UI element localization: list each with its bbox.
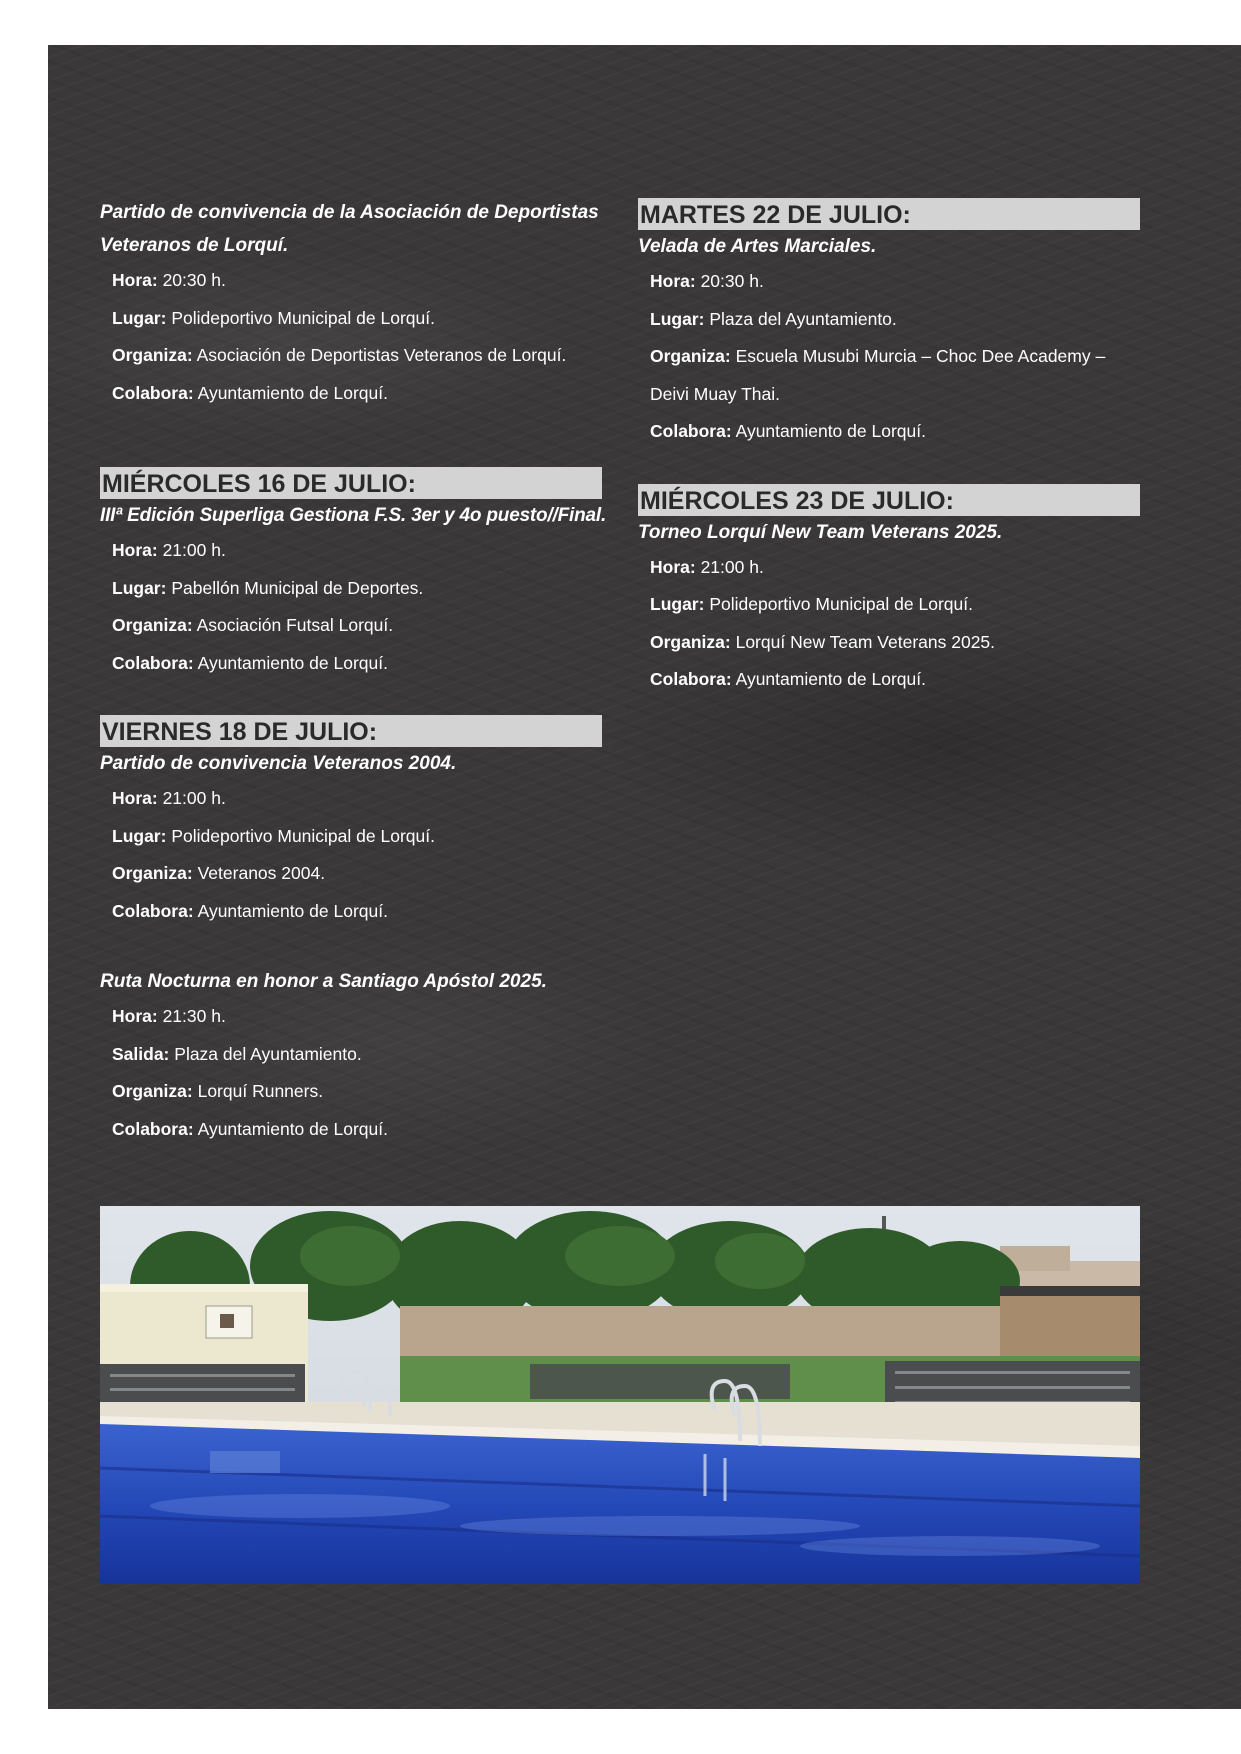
event-details — [650, 549, 1140, 699]
event-title: Ruta Nocturna en honor a Santiago Apóstol 2025. — [100, 971, 547, 992]
label-lugar: Lugar: — [650, 594, 705, 614]
detail-lugar — [112, 570, 602, 608]
detail-hora — [112, 780, 602, 818]
detail-hora — [650, 549, 1140, 587]
value-colabora: Ayuntamiento de Lorquí. — [197, 1118, 388, 1139]
day-header-miercoles-16: MIÉRCOLES 16 DE JULIO: — [100, 467, 602, 499]
event-details — [112, 262, 602, 412]
value-organiza: Asociación de Deportistas Veteranos de Lorquí. — [196, 345, 567, 365]
value-organiza: Escuela Musubi Murcia – Choc Dee Academy – Deivi Muay Thai. — [650, 346, 1106, 404]
label-organiza: Organiza: — [650, 631, 731, 652]
value-colabora: Ayuntamiento de Lorquí. — [735, 421, 926, 441]
label-hora: Hora: — [112, 788, 158, 808]
label-organiza: Organiza: — [650, 346, 731, 366]
label-colabora: Colabora: — [112, 1118, 194, 1139]
label-hora: Hora: — [650, 271, 696, 291]
value-hora: 21:00 h. — [162, 540, 226, 560]
event-title: Velada de Artes Marciales. — [638, 236, 877, 257]
day-header-martes-22: MARTES 22 DE JULIO: — [638, 198, 1140, 230]
detail-colabora — [650, 413, 1140, 451]
label-hora: Hora: — [112, 540, 158, 560]
detail-organiza — [650, 624, 1140, 662]
lifeguard-chair-seat — [220, 1314, 234, 1328]
swimming-pool-photo — [100, 1206, 1140, 1584]
value-hora: 21:00 h. — [162, 788, 226, 808]
value-hora: 21:00 h. — [700, 556, 764, 577]
detail-hora — [112, 998, 602, 1036]
event-partido-veteranos-2004 — [100, 747, 602, 930]
label-hora: Hora: — [112, 270, 158, 290]
event-details — [112, 780, 602, 930]
value-colabora: Ayuntamiento de Lorquí. — [197, 652, 388, 673]
label-colabora: Colabora: — [112, 652, 194, 673]
label-organiza: Organiza: — [112, 345, 193, 365]
detail-hora — [650, 263, 1140, 301]
value-hora: 20:30 h. — [700, 271, 764, 291]
event-title: IIIª Edición Superliga Gestiona F.S. 3er y 4o puesto//Final. — [100, 505, 607, 526]
event-superliga — [100, 499, 607, 682]
detail-colabora — [650, 661, 1140, 699]
event-details — [112, 532, 602, 682]
value-lugar: Polideportivo Municipal de Lorquí. — [171, 825, 435, 846]
value-hora: 21:30 h. — [162, 1006, 226, 1026]
detail-organiza — [112, 607, 602, 645]
label-hora: Hora: — [112, 1006, 158, 1026]
event-details — [650, 263, 1140, 451]
label-organiza: Organiza: — [112, 615, 193, 635]
event-title: Partido de convivencia Veteranos 2004. — [100, 753, 457, 774]
day-header-viernes-18: VIERNES 18 DE JULIO: — [100, 715, 602, 747]
label-salida: Salida: — [112, 1043, 170, 1064]
detail-salida — [112, 1036, 602, 1074]
spacer — [100, 412, 602, 467]
label-lugar: Lugar: — [650, 308, 705, 329]
label-lugar: Lugar: — [112, 825, 167, 846]
spacer — [100, 682, 602, 715]
event-ruta-nocturna — [100, 965, 602, 1148]
label-organiza: Organiza: — [112, 863, 193, 883]
detail-organiza — [112, 1073, 602, 1111]
detail-organiza — [112, 855, 602, 893]
value-organiza: Lorquí New Team Veterans 2025. — [735, 631, 996, 652]
label-organiza: Organiza: — [112, 1081, 193, 1101]
value-lugar: Polideportivo Municipal de Lorquí. — [709, 594, 973, 614]
label-colabora: Colabora: — [650, 669, 732, 689]
detail-organiza — [650, 338, 1140, 413]
value-hora: 20:30 h. — [162, 270, 226, 290]
event-torneo-new-team — [638, 516, 1140, 699]
value-colabora: Ayuntamiento de Lorquí. — [735, 669, 926, 689]
detail-lugar — [650, 586, 1140, 624]
value-colabora: Ayuntamiento de Lorquí. — [197, 900, 388, 921]
detail-colabora — [112, 645, 602, 683]
pergola-roof — [1000, 1286, 1140, 1296]
detail-organiza — [112, 337, 602, 375]
event-details — [112, 998, 602, 1148]
value-organiza: Veteranos 2004. — [197, 863, 326, 883]
label-hora: Hora: — [650, 556, 696, 577]
detail-colabora — [112, 1111, 602, 1149]
spacer — [638, 451, 1140, 484]
label-colabora: Colabora: — [650, 421, 732, 441]
detail-lugar — [650, 301, 1140, 339]
white-building-roof — [100, 1284, 308, 1292]
value-salida: Plaza del Ayuntamiento. — [174, 1043, 362, 1064]
event-title: Torneo Lorquí New Team Veterans 2025. — [638, 521, 1003, 543]
day-header-miercoles-23: MIÉRCOLES 23 DE JULIO: — [638, 484, 1140, 516]
event-veteranos-asociacion — [100, 196, 602, 412]
right-column — [638, 198, 1140, 699]
label-lugar: Lugar: — [112, 307, 167, 328]
label-colabora: Colabora: — [112, 382, 194, 403]
label-lugar: Lugar: — [112, 577, 167, 598]
detail-hora — [112, 262, 602, 300]
detail-lugar — [112, 300, 602, 338]
value-lugar: Plaza del Ayuntamiento. — [709, 308, 897, 329]
value-colabora: Ayuntamiento de Lorquí. — [197, 382, 388, 403]
back-wall — [400, 1306, 1020, 1356]
detail-lugar — [112, 818, 602, 856]
event-artes-marciales — [638, 230, 1140, 451]
left-column — [100, 196, 607, 1148]
value-lugar: Pabellón Municipal de Deportes. — [171, 577, 424, 598]
label-colabora: Colabora: — [112, 900, 194, 921]
detail-colabora — [112, 375, 602, 413]
value-organiza: Lorquí Runners. — [197, 1081, 324, 1101]
detail-colabora — [112, 893, 602, 931]
value-lugar: Polideportivo Municipal de Lorquí. — [171, 307, 435, 328]
pool-illustration — [100, 1206, 1140, 1584]
event-title: Partido de convivencia de la Asociación de Deportistas Veteranos de Lorquí. — [100, 202, 599, 256]
value-organiza: Asociación Futsal Lorquí. — [196, 615, 394, 635]
spacer — [100, 930, 602, 965]
pool-platform — [210, 1451, 280, 1473]
detail-hora — [112, 532, 602, 570]
